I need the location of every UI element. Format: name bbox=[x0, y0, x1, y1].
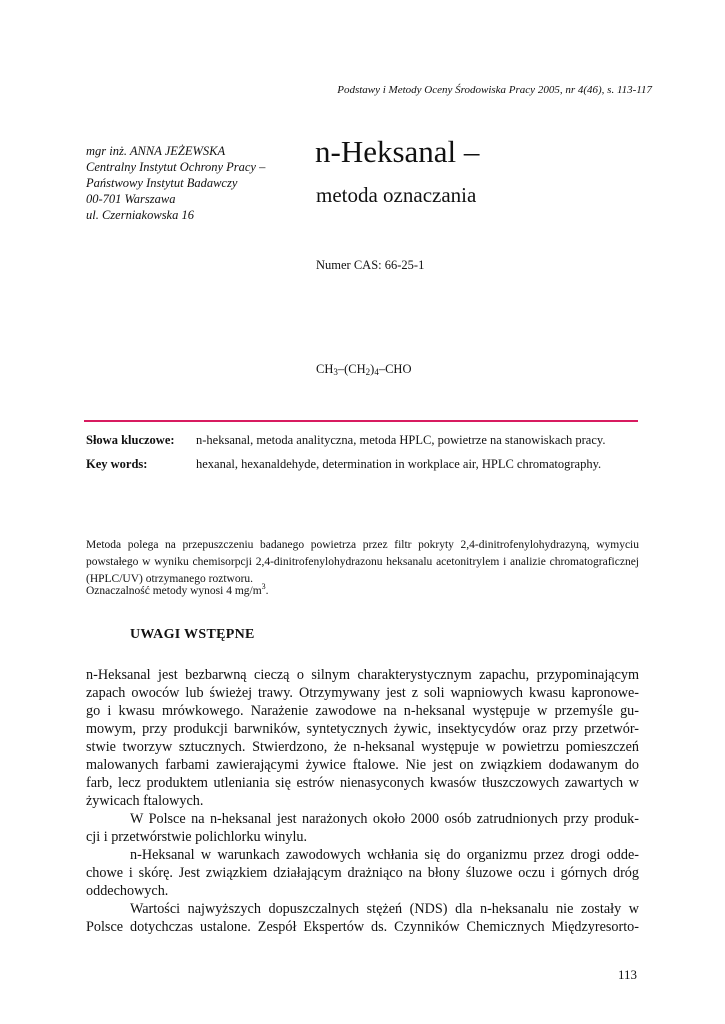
detection-superscript: 3 bbox=[261, 582, 266, 592]
author-affiliation bbox=[86, 143, 301, 223]
keywords-polish bbox=[86, 433, 605, 448]
author-institute: Centralny Instytut Ochrony Pracy – bbox=[86, 160, 266, 174]
detection-text: Oznaczalność metody wynosi 4 mg/m bbox=[86, 585, 262, 597]
section-heading: UWAGI WSTĘPNE bbox=[130, 627, 255, 642]
keywords-polish-text: n-heksanal, metoda analityczna, metoda HPLC, powietrze na stanowiskach pracy. bbox=[196, 433, 606, 447]
keywords-english-label: Key words: bbox=[86, 457, 148, 471]
body-line: Wartości najwyższych dopuszczalnych stężeń (NDS) dla n-heksanalu nie zostały w bbox=[130, 901, 639, 917]
keywords-english bbox=[86, 457, 601, 472]
page-number: 113 bbox=[617, 967, 637, 982]
keywords-english-text: hexanal, hexanaldehyde, determination in workplace air, HPLC chromatography. bbox=[196, 457, 602, 471]
article-title: n-Heksanal – bbox=[315, 134, 480, 169]
divider-line bbox=[84, 420, 638, 422]
formula-subscript: 3 bbox=[333, 367, 338, 377]
author-name: mgr inż. ANNA JEŻEWSKA bbox=[86, 144, 226, 158]
body-line: Polsce dotychczas ustalone. Zespół Ekspertów ds. Czynników Chemicznych Międzyresorto- bbox=[86, 919, 639, 935]
body-line: n-Heksanal jest bezbarwną cieczą o silnym charakterystycznym zapachu, przypominającym bbox=[86, 667, 639, 683]
article-subtitle: metoda oznaczania bbox=[316, 183, 477, 207]
formula-subscript: 2 bbox=[365, 367, 371, 377]
journal-citation: Podstawy i Metody Oceny Środowiska Pracy 2005, nr 4(46), s. 113-117 bbox=[337, 84, 652, 96]
body-line: farb, lecz produktem utleniania się estrów nienasyconych kwasów tłuszczowych zawartych w bbox=[86, 775, 639, 791]
author-street: ul. Czerniakowska 16 bbox=[86, 208, 194, 222]
body-line: chowe i skórę. Jest związkiem działającym drażniąco na błony śluzowe oczu i górnych dróg bbox=[86, 865, 639, 881]
body-line: żywicach ftalowych. bbox=[86, 793, 204, 809]
body-line: cji i przetwórstwie polichlorku winylu. bbox=[86, 829, 308, 845]
formula-subscript: 4 bbox=[374, 367, 379, 377]
formula-part: CH bbox=[316, 362, 334, 376]
formula-part: ) bbox=[370, 362, 375, 376]
formula-part: –CHO bbox=[378, 362, 412, 376]
body-line: go i kwasu mrówkowego. Narażenie zawodowe na n-heksanal występuje w przemyśle gu- bbox=[86, 703, 639, 719]
detection-limit bbox=[86, 582, 269, 597]
detection-end: . bbox=[265, 585, 269, 597]
body-line: stwie tworzyw sztucznych. Stwierdzono, że n-heksanal występuje w powietrzu pomieszczeń bbox=[86, 739, 639, 755]
body-line: oddechowych. bbox=[86, 883, 169, 899]
formula-part: –(CH bbox=[337, 362, 366, 376]
body-line: zapach owoców lub świeżej trawy. Otrzymywany jest z soli wapniowych kwasu kapronowe- bbox=[86, 685, 639, 701]
abstract: Metoda polega na przepuszczeniu badanego powietrza przez filtr pokryty 2,4-dinitrofenylohydrazyną, wymyciu powstałego w wyniku chemisorpcji 2,4-dinitrofenylohydrazonu heksanalu acetonitrylem i analizie chromatograficznej (HPLC/UV) otrzymanego roztworu. bbox=[86, 539, 639, 585]
body-line: W Polsce na n-heksanal jest narażonych około 2000 osób zatrudnionych przy produk- bbox=[130, 811, 639, 827]
body-line: malowanych farbami zawierającymi żywice ftalowe. Nie jest on związkiem dodawanym do bbox=[86, 757, 639, 773]
cas-number: Numer CAS: 66-25-1 bbox=[316, 258, 425, 272]
author-city: 00-701 Warszawa bbox=[86, 192, 176, 206]
author-institute-type: Państwowy Instytut Badawczy bbox=[86, 176, 238, 190]
body-line: n-Heksanal w warunkach zawodowych wchłania się do organizmu przez drogi odde- bbox=[130, 847, 639, 863]
keywords-polish-label: Słowa kluczowe: bbox=[86, 433, 175, 447]
body-line: mowym, przy produkcji barwników, syntetycznych żywic, insektycydów oraz przy przetwór- bbox=[86, 721, 639, 737]
chemical-formula bbox=[316, 362, 411, 377]
